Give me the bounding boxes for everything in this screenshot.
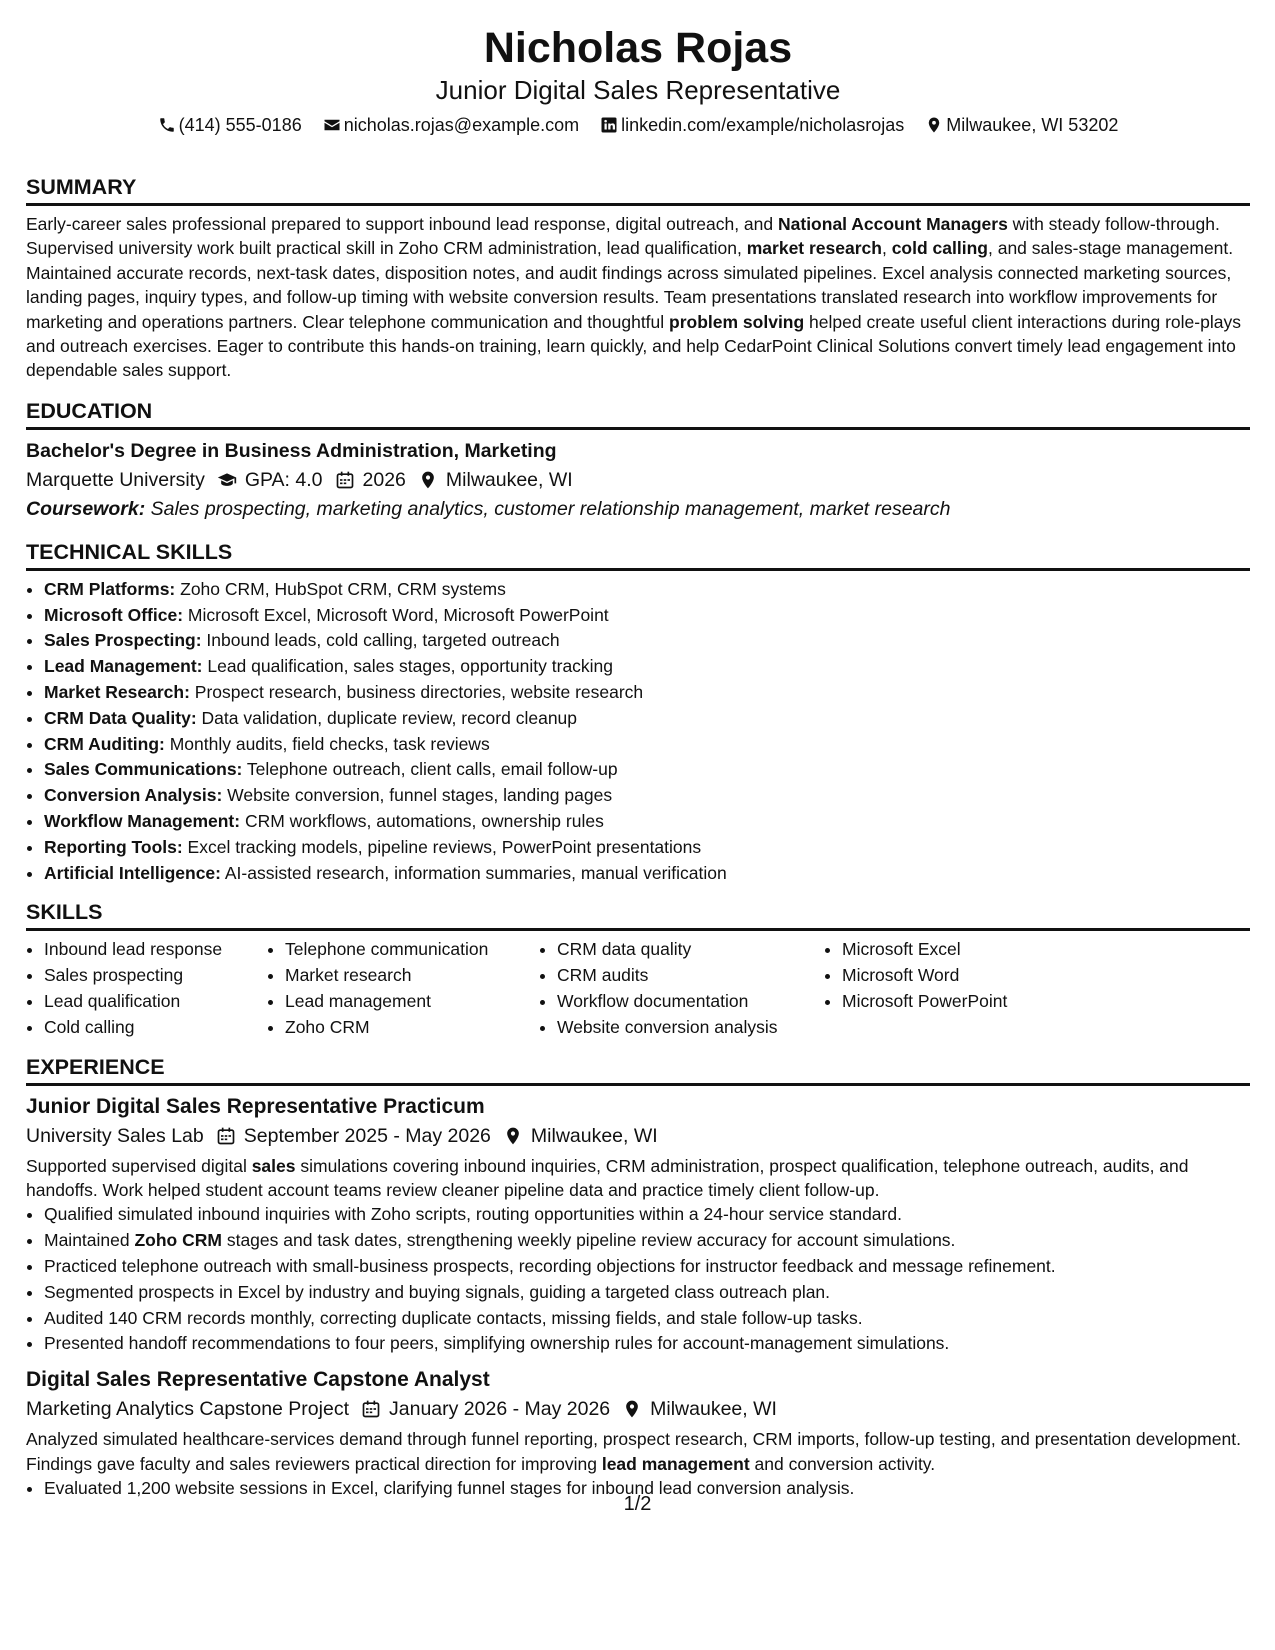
skills-heading: SKILLS <box>26 900 103 925</box>
skill-item: • Microsoft Excel <box>842 937 1072 963</box>
technical-skill-item <box>44 835 1250 861</box>
bold-text: Zoho CRM <box>134 1230 222 1251</box>
job-organization: University Sales Lab <box>26 1124 204 1147</box>
technical-skill-item <box>44 603 1250 629</box>
text-run: Practiced telephone outreach with small-business prospects, recording objections for instructor feedback and message refinement. <box>44 1256 1056 1276</box>
skill-item: • Telephone communication <box>285 937 539 963</box>
skill-category: Artificial Intelligence: <box>44 862 221 883</box>
text-run: Presented handoff recommendations to four peers, simplifying ownership rules for account-management simulations. <box>44 1333 950 1354</box>
job-bullets <box>26 1202 1250 1357</box>
skills-section <box>26 898 1250 1040</box>
candidate-title: Junior Digital Sales Representative <box>435 75 841 105</box>
skill-values: Excel tracking models, pipeline reviews, PowerPoint presentations <box>182 836 702 857</box>
bold-text: market research <box>746 238 882 259</box>
text-run: Analyzed simulated healthcare-services demand through funnel reporting, prospect research, CRM imports, follow-up testing, and presentation development. Findings gave faculty and sales reviewers practical direction for improving <box>26 1429 1241 1474</box>
skill-item: • Cold calling <box>44 1015 267 1041</box>
skill-item: • Sales prospecting <box>44 963 267 989</box>
summary-heading: SUMMARY <box>26 175 137 199</box>
candidate-name: Nicholas Rojas <box>483 24 793 72</box>
technical-skills-list <box>26 577 1250 887</box>
coursework-label: Coursework: <box>26 497 146 520</box>
technical-skill-item <box>44 577 1250 603</box>
section-divider <box>26 203 1250 206</box>
bold-text: lead management <box>601 1453 750 1474</box>
skill-item: • Inbound lead response <box>44 937 267 963</box>
skill-values: Microsoft Excel, Microsoft Word, Microsoft PowerPoint <box>183 604 609 625</box>
text-run: and conversion activity. <box>749 1453 936 1474</box>
skill-category: Microsoft Office: <box>44 604 184 625</box>
skill-item: • CRM data quality <box>557 937 824 963</box>
skills-column <box>26 937 267 1040</box>
job-entry <box>26 1365 1250 1502</box>
skill-values: Data validation, duplicate review, record cleanup <box>196 707 578 728</box>
text-run: Supported supervised digital <box>26 1155 252 1176</box>
job-summary <box>26 1427 1250 1476</box>
text-run: Audited 140 CRM records monthly, correcting duplicate contacts, missing fields, and stale follow-up tasks. <box>44 1307 863 1328</box>
section-divider <box>26 1083 1250 1086</box>
skill-item: • Workflow documentation <box>557 989 824 1015</box>
experience-section <box>26 1053 1250 1502</box>
map-pin-icon <box>503 1126 523 1146</box>
text-run: Early-career sales professional prepared to support inbound lead response, digital outreach, and <box>26 214 778 234</box>
skills-column <box>539 937 824 1040</box>
linkedin-text: linkedin.com/example/nicholasrojas <box>621 115 905 135</box>
job-bullet <box>44 1306 1250 1332</box>
education-meta <box>26 466 1250 494</box>
page-number: 1/2 <box>623 1493 652 1515</box>
coursework <box>26 494 1250 524</box>
contact-linkedin[interactable] <box>600 112 904 138</box>
linkedin-icon <box>600 116 618 134</box>
job-summary <box>26 1154 1250 1203</box>
job-bullet <box>44 1331 1250 1357</box>
technical-skill-item <box>44 783 1250 809</box>
calendar-icon <box>361 1399 381 1419</box>
job-bullet <box>44 1228 1250 1254</box>
education-heading: EDUCATION <box>26 398 153 423</box>
skills-column <box>824 937 1072 1040</box>
bold-text: sales <box>251 1155 296 1176</box>
text-run: , <box>881 238 892 259</box>
summary-section <box>26 173 1250 383</box>
skills-columns <box>26 937 1250 1040</box>
calendar-icon <box>335 470 355 490</box>
skill-values: Website conversion, funnel stages, landing pages <box>222 785 613 806</box>
school-location: Milwaukee, WI <box>445 468 573 491</box>
text-run: with steady follow-through. Supervised university work built practical skill in Zoho CRM administration, lead qualification, <box>26 214 1220 259</box>
bold-text: cold calling <box>891 238 988 259</box>
phone-icon <box>158 116 176 134</box>
section-divider <box>26 427 1250 430</box>
technical-skill-item <box>44 861 1250 887</box>
technical-skills-heading: TECHNICAL SKILLS <box>26 539 233 564</box>
skill-values: Monthly audits, field checks, task reviews <box>164 733 490 754</box>
skill-item: • Microsoft Word <box>842 963 1072 989</box>
technical-skill-item <box>44 680 1250 706</box>
skill-item: • Lead qualification <box>44 989 267 1015</box>
contact-email[interactable] <box>323 112 579 138</box>
skill-category: Sales Prospecting: <box>44 630 202 651</box>
job-title: Digital Sales Representative Capstone Analyst <box>26 1368 490 1392</box>
summary-text <box>26 212 1250 383</box>
job-meta <box>26 1122 1250 1150</box>
job-entry <box>26 1092 1250 1358</box>
text-run: , and sales-stage management. Maintained accurate records, next-task dates, disposition notes, and audit findings across simulated pipelines. Excel analysis connected marketing sources, landing pages, inquiry types, and follow-up timing with website conversion results. Team presentations translated research into workflow improvements for marketing and operations partners. Clear telephone communication and thoughtful <box>26 238 1234 332</box>
gpa-text: GPA: 4.0 <box>244 468 323 491</box>
technical-skills-section <box>26 538 1250 887</box>
text-run: simulations covering inbound inquiries, CRM administration, prospect qualification, telephone outreach, audits, and handoffs. Work helped student account teams review cleaner pipeline data and practice timely client follow-up. <box>26 1155 1189 1200</box>
bold-text: problem solving <box>669 311 805 332</box>
job-dates: September 2025 - May 2026 <box>243 1124 491 1147</box>
job-meta <box>26 1395 1250 1423</box>
skill-category: CRM Platforms: <box>44 578 176 599</box>
skill-category: Lead Management: <box>44 656 203 677</box>
job-title: Junior Digital Sales Representative Practicum <box>26 1094 485 1118</box>
job-location: Milwaukee, WI <box>530 1124 658 1147</box>
skill-category: CRM Data Quality: <box>44 707 197 728</box>
contact-line <box>26 112 1250 141</box>
skill-values: Zoho CRM, HubSpot CRM, CRM systems <box>175 578 506 599</box>
skill-values: Prospect research, business directories, website research <box>189 682 644 703</box>
text-run: Segmented prospects in Excel by industry and buying signals, guiding a targeted class outreach plan. <box>44 1281 831 1302</box>
text-run: Evaluated 1,200 website sessions in Excel, clarifying funnel stages for inbound lead conversion analysis. <box>44 1478 855 1498</box>
skill-values: Inbound leads, cold calling, targeted outreach <box>201 630 560 651</box>
skill-values: AI-assisted research, information summaries, manual verification <box>220 862 727 883</box>
bold-text: National Account Managers <box>778 214 1008 234</box>
graduation-cap-icon <box>217 470 237 490</box>
job-bullet <box>44 1254 1250 1280</box>
job-organization: Marketing Analytics Capstone Project <box>26 1398 349 1421</box>
job-bullet <box>44 1280 1250 1306</box>
experience-list <box>26 1092 1250 1502</box>
envelope-icon <box>323 116 341 134</box>
skill-category: Conversion Analysis: <box>44 785 223 806</box>
skill-category: Sales Communications: <box>44 759 243 780</box>
phone-text: (414) 555-0186 <box>178 115 302 135</box>
technical-skill-item <box>44 706 1250 732</box>
resume-page <box>26 0 1250 1502</box>
technical-skill-item <box>44 757 1250 783</box>
skill-category: CRM Auditing: <box>44 733 165 754</box>
text-run: Maintained <box>44 1230 135 1251</box>
contact-location <box>925 112 1118 138</box>
technical-skill-item <box>44 654 1250 680</box>
skill-category: Market Research: <box>44 682 190 703</box>
experience-heading: EXPERIENCE <box>26 1054 165 1079</box>
skill-item: • Lead management <box>285 989 539 1015</box>
map-pin-icon <box>622 1399 642 1419</box>
section-divider <box>26 928 1250 931</box>
job-bullet <box>44 1202 1250 1228</box>
skill-category: Workflow Management: <box>44 811 241 832</box>
calendar-icon <box>216 1126 236 1146</box>
education-section <box>26 397 1250 524</box>
location-text: Milwaukee, WI 53202 <box>946 115 1119 135</box>
text-run: Qualified simulated inbound inquiries with Zoho scripts, routing opportunities within a 24-hour service standard. <box>44 1204 902 1225</box>
degree-title: Bachelor's Degree in Business Administration, Marketing <box>26 439 557 462</box>
coursework-text: Sales prospecting, marketing analytics, customer relationship management, market research <box>145 497 951 520</box>
skill-item: • CRM audits <box>557 963 824 989</box>
job-location: Milwaukee, WI <box>650 1398 777 1421</box>
job-dates: January 2026 - May 2026 <box>389 1398 611 1421</box>
skill-item: • Website conversion analysis <box>557 1015 824 1041</box>
skill-values: Telephone outreach, client calls, email follow-up <box>242 759 618 780</box>
skills-column <box>267 937 539 1040</box>
graduation-year: 2026 <box>362 468 406 491</box>
skill-item: • Market research <box>285 963 539 989</box>
technical-skill-item <box>44 628 1250 654</box>
section-divider <box>26 568 1250 571</box>
skill-category: Reporting Tools: <box>44 836 183 857</box>
technical-skill-item <box>44 809 1250 835</box>
skill-item: • Zoho CRM <box>285 1015 539 1041</box>
skill-values: Lead qualification, sales stages, opportunity tracking <box>202 656 614 677</box>
map-pin-icon <box>418 470 438 490</box>
contact-phone[interactable] <box>158 112 302 138</box>
email-text: nicholas.rojas@example.com <box>343 115 580 135</box>
skill-item: • Microsoft PowerPoint <box>842 989 1072 1015</box>
text-run: helped create useful client interactions during role-plays and outreach exercises. Eager to contribute this hands-on training, learn quickly, and help CedarPoint Clinical Solutions convert timely lead engagement into dependable sales support. <box>26 311 1241 381</box>
map-pin-icon <box>925 116 943 134</box>
technical-skill-item <box>44 732 1250 758</box>
skill-values: CRM workflows, automations, ownership rules <box>240 811 604 832</box>
text-run: stages and task dates, strengthening weekly pipeline review accuracy for account simulations. <box>221 1230 956 1251</box>
school-name: Marquette University <box>26 468 205 491</box>
